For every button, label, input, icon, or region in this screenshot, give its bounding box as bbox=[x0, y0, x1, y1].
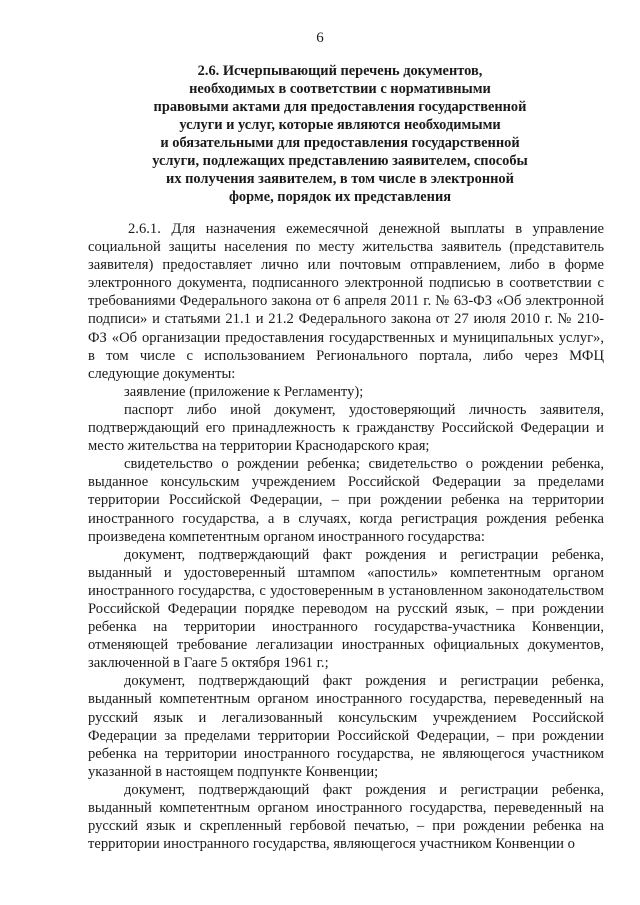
document-body bbox=[88, 220, 604, 853]
list-item-passport: паспорт либо иной документ, удостоверяющий личность заявителя, подтверждающий его принадлежность к гражданству Российской Федерации и место жительства на территории Краснодарского края; bbox=[88, 401, 604, 455]
section-heading bbox=[140, 62, 540, 206]
list-item-sealed-document: документ, подтверждающий факт рождения и регистрации ребенка, выданный компетентным органом иностранного государства, переведенный на русский язык и скрепленный гербовой печатью, – при рождении ребенка на территории иностранного государства, являющегося участником Конвенции о bbox=[88, 781, 604, 853]
list-item-application: заявление (приложение к Регламенту); bbox=[124, 383, 364, 400]
page-number: 6 bbox=[316, 30, 324, 46]
list-item-apostille-document: документ, подтверждающий факт рождения и регистрации ребенка, выданный и удостоверенный штампом «апостиль» компетентным органом иностранного государства, с удостоверенным в установленном законодательством Российской Федерации порядке переводом на русский язык, – при рождении ребенка на территории иностранного государства-участника Конвенции, отменяющей требование легализации иностранных официальных документов, заключенной в Гааге 5 октября 1961 г.; bbox=[88, 546, 604, 672]
heading-line: их получения заявителем, в том числе в электронной bbox=[166, 171, 514, 187]
heading-line: форме, порядок их представления bbox=[228, 189, 452, 205]
heading-line: и обязательными для предоставления государственной bbox=[160, 135, 520, 151]
list-item-birth-certificate: свидетельство о рождении ребенка; свидетельство о рождении ребенка, выданное консульским учреждением Российской Федерации за пределами территории Российской Федерации, – при рождении ребенка на территории иностранного государства, а в случаях, когда регистрация рождения ребенка произведена компетентным органом иностранного государства: bbox=[88, 456, 604, 545]
paragraph-2-6-1: 2.6.1. Для назначения ежемесячной денежной выплаты в управление социальной защиты населения по месту жительства заявитель (представитель заявителя) предоставляет лично или почтовым отправлением, либо в форме электронного документа, подписанного электронной подписью в соответствии с требованиями Федерального закона от 6 апреля 2011 г. № 63-ФЗ «Об электронной подписи» и статьями 21.1 и 21.2 Федерального закона от 27 июля 2010 г. № 210-ФЗ «Об организации предоставления государственных и муниципальных услуг», в том числе с использованием Регионального портала, либо через МФЦ следующие документы: bbox=[88, 221, 604, 382]
heading-line: необходимых в соответствии с нормативными bbox=[189, 81, 491, 97]
heading-line: правовыми актами для предоставления государственной bbox=[153, 99, 527, 115]
heading-line: услуги и услуг, которые являются необходимыми bbox=[179, 117, 501, 133]
list-item-legalized-document: документ, подтверждающий факт рождения и регистрации ребенка, выданный компетентным органом иностранного государства, переведенный на русский язык и легализованный консульским учреждением Российской Федерации за пределами территории Российской Федерации, – при рождении ребенка на территории иностранного государства, не являющегося участником указанной в настоящем подпункте Конвенции; bbox=[88, 673, 604, 780]
heading-line: услуги, подлежащих представлению заявителем, способы bbox=[152, 153, 528, 169]
heading-line: 2.6. Исчерпывающий перечень документов, bbox=[197, 63, 483, 79]
